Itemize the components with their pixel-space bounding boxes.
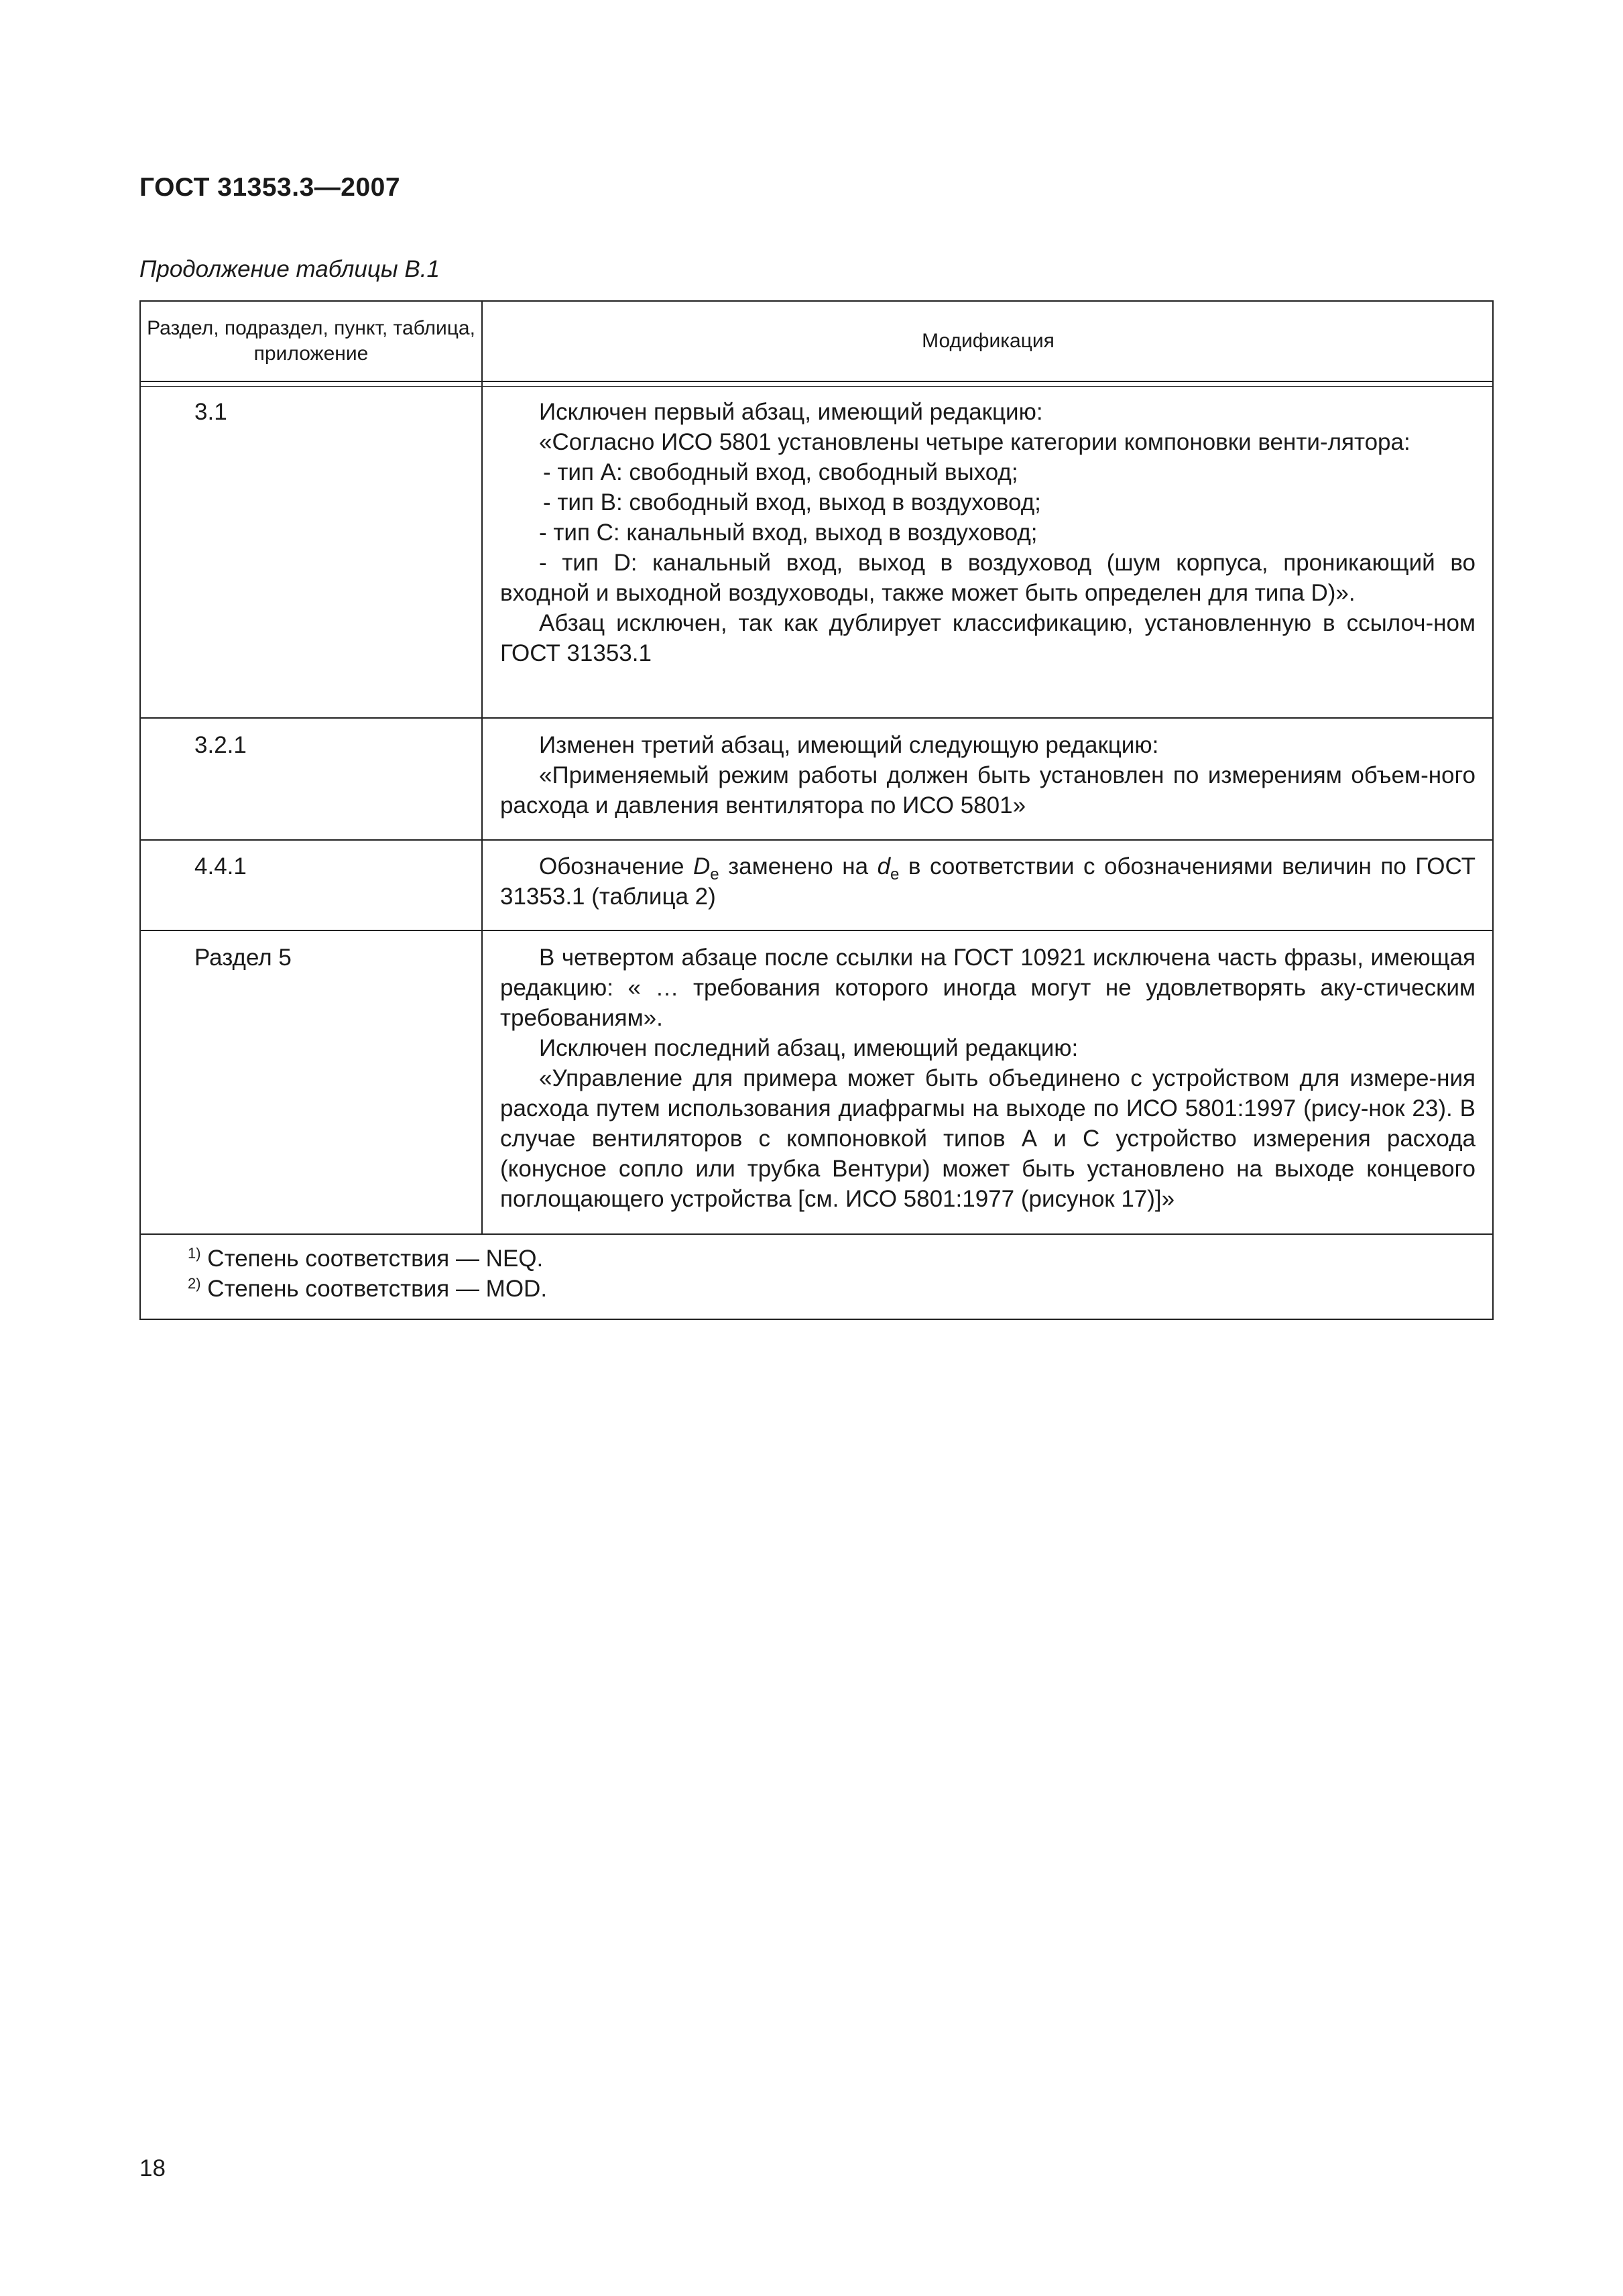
row-modification-text	[500, 851, 1476, 912]
row-section-label: Раздел 5	[194, 945, 292, 971]
symbol-d: d	[877, 853, 891, 880]
modifications-table	[139, 300, 1494, 1320]
row-line: - тип А: свободный вход, свободный выход;	[543, 459, 1018, 485]
symbol-subscript: e	[710, 865, 719, 884]
row-line: В четвертом абзаце после ссылки на ГОСТ 10921 исключена часть фразы, имеющая редакцию: « … требования которого иногда могут не удовлетворять аку-стическим требованиям».	[500, 945, 1476, 1031]
footnote-text: Степень соответствия — NEQ.	[207, 1246, 544, 1272]
footnote	[188, 1244, 547, 1274]
row-line: - тип С: канальный вход, выход в воздуховод;	[539, 520, 1038, 546]
row-line: - тип В: свободный вход, выход в воздуховод;	[543, 489, 1041, 516]
row-modification-text	[500, 730, 1476, 821]
row-section-label: 4.4.1	[194, 853, 247, 880]
footnote-mark: 2)	[188, 1275, 201, 1292]
row-line	[500, 851, 1476, 912]
row-section-label: 3.2.1	[194, 732, 247, 758]
row-line: «Управление для примера может быть объединено с устройством для измере-ния расхода путем использования диафрагмы на выходе по ИСО 5801:1997 (рису-нок 23). В случае вентиляторов с компоновкой типов А и С устройство измерения расхода (конусное сопло или трубка Вентури) может быть установлено на выходе концевого поглощающего устройства [см. ИСО 5801:1977 (рисунок 17)]»	[500, 1065, 1476, 1212]
row-line: Исключен первый абзац, имеющий редакцию:	[539, 399, 1043, 425]
row-divider	[141, 930, 1492, 931]
header-modification: Модификация	[922, 330, 1055, 352]
row-divider	[141, 839, 1492, 841]
symbol-D: D	[693, 853, 711, 880]
footnotes	[188, 1244, 547, 1304]
document-code: ГОСТ 31353.3—2007	[139, 173, 401, 202]
row-line: Исключен последний абзац, имеющий редакцию:	[539, 1035, 1079, 1061]
row-line: - тип D: канальный вход, выход в воздуховод (шум корпуса, проникающий во входной и выходной воздуховоды, также может быть определен для типа D)».	[500, 550, 1476, 606]
row-line: Абзац исключен, так как дублирует классификацию, установленную в ссылоч-ном ГОСТ 31353.1	[500, 610, 1476, 666]
text-fragment: заменено на	[719, 853, 878, 880]
row-divider	[141, 717, 1492, 719]
footnote-text: Степень соответствия — MOD.	[207, 1276, 548, 1302]
column-divider	[481, 302, 483, 1235]
page-number: 18	[139, 2155, 166, 2181]
symbol-subscript: e	[890, 865, 900, 884]
row-line: Изменен третий абзац, имеющий следующую редакцию:	[539, 732, 1159, 758]
header-divider	[141, 381, 1492, 382]
text-fragment: в соответствии с обозначениями величин по ГОСТ 31353.1 (таблица 2)	[500, 853, 1476, 910]
table-caption: Продолжение таблицы В.1	[139, 256, 440, 282]
row-section-label: 3.1	[194, 399, 227, 425]
header-divider-double	[141, 386, 1492, 387]
row-modification-text	[500, 397, 1476, 668]
footnote	[188, 1274, 547, 1304]
row-line: «Применяемый режим работы должен быть установлен по измерениям объем-ного расхода и давления вентилятора по ИСО 5801»	[500, 762, 1476, 819]
row-modification-text	[500, 943, 1476, 1214]
header-section: Раздел, подраздел, пункт, таблица, приложение	[147, 317, 475, 365]
text-fragment: Обозначение	[539, 853, 693, 880]
footnote-mark: 1)	[188, 1245, 201, 1262]
footnote-divider	[141, 1233, 1492, 1235]
row-line: «Согласно ИСО 5801 установлены четыре категории компоновки венти-лятора:	[539, 429, 1410, 455]
